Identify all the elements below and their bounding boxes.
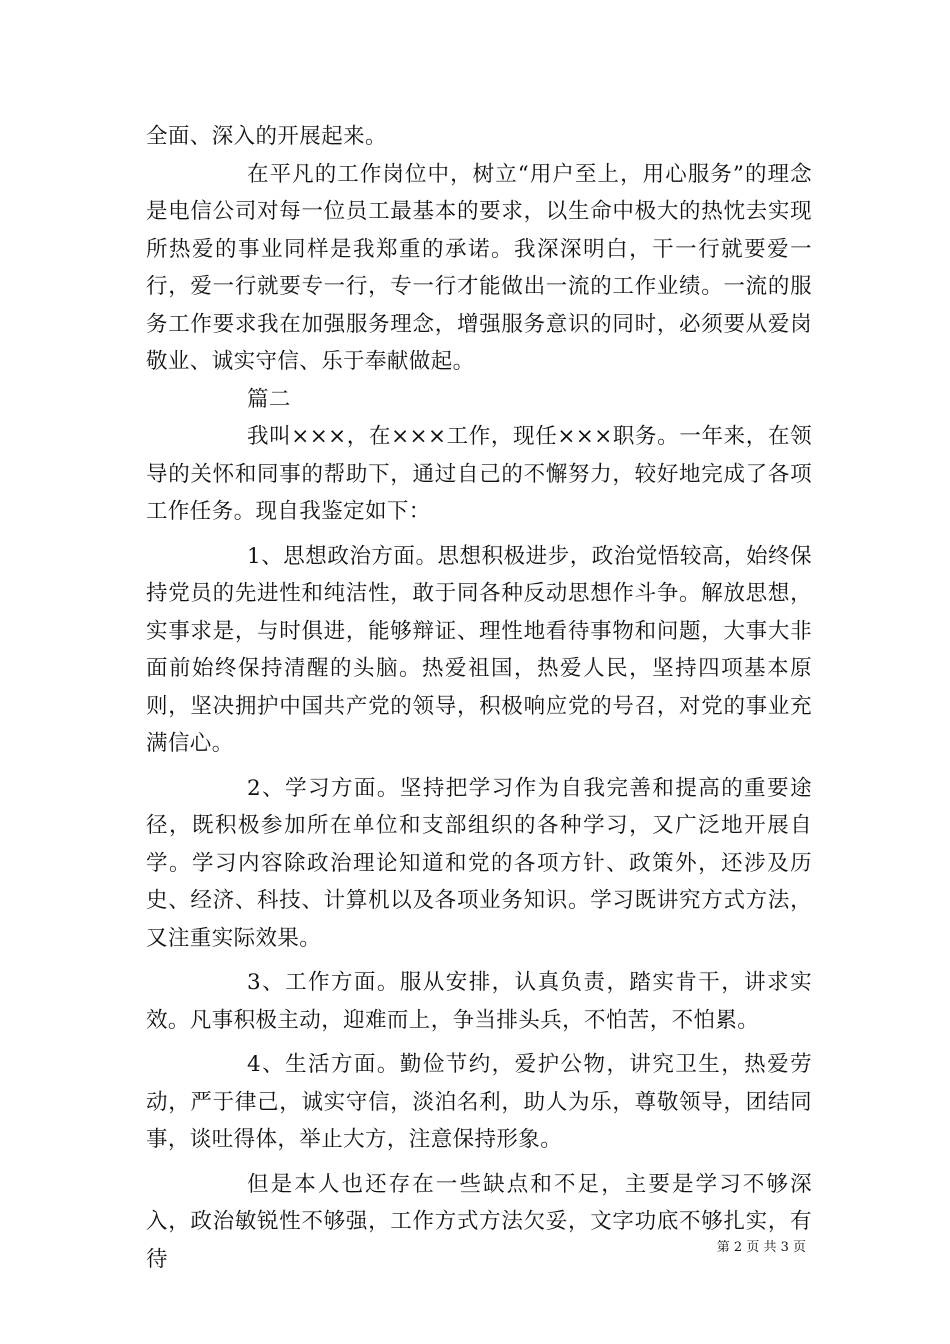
paragraph-shortcomings: 但是本人也还存在一些缺点和不足，主要是学习不够深入，政治敏锐性不够强，工作方式方法欠妥，文字功底不够扎实，有待 bbox=[146, 1171, 812, 1272]
paragraph-work: 3、工作方面。服从安排，认真负责，踏实肯干，讲求实效。凡事积极主动，迎难而上，争当排头兵，不怕苦，不怕累。 bbox=[146, 970, 812, 1033]
page-number: 第 2 页 共 3 页 bbox=[716, 1240, 806, 1255]
paragraph-study: 2、学习方面。坚持把学习作为自我完善和提高的重要途径，既积极参加所在单位和支部组织的各种学习，又广泛地开展自学。学习内容除政治理论知道和党的各项方针、政策外，还涉及历史、经济、科技、计算机以及各项业务知识。学习既讲究方式方法，又注重实际效果。 bbox=[146, 775, 812, 951]
section-heading: 篇二 bbox=[247, 386, 291, 412]
paragraph-introduction: 我叫×××，在×××工作，现任×××职务。一年来，在领导的关怀和同事的帮助下，通过自己的不懈努力，较好地完成了各项工作任务。现自我鉴定如下： bbox=[146, 424, 812, 524]
paragraph-continuation: 全面、深入的开展起来。 bbox=[146, 124, 387, 149]
paragraph-life: 4、生活方面。勤俭节约，爱护公物，讲究卫生，热爱劳动，严于律己，诚实守信，淡泊名利，助人为乐，尊敬领导，团结同事，谈吐得体，举止大方，注意保持形象。 bbox=[146, 1052, 812, 1152]
paragraph-political-thought: 1、思想政治方面。思想积极进步，政治觉悟较高，始终保持党员的先进性和纯洁性，敢于同各种反动思想作斗争。解放思想，实事求是，与时俱进，能够辩证、理性地看待事物和问题，大事大非面前始终保持清醒的头脑。热爱祖国，热爱人民，坚持四项基本原则，坚决拥护中国共产党的领导，积极响应党的号召，对党的事业充满信心。 bbox=[146, 543, 812, 756]
paragraph-service-philosophy: 在平凡的工作岗位中，树立“用户至上，用心服务”的理念是电信公司对每一位员工最基本的要求，以生命中极大的热忱去实现所热爱的事业同样是我郑重的承诺。我深深明白，干一行就要爱一行，爱一行就要专一行，专一行才能做出一流的工作业绩。一流的服务工作要求我在加强服务理念，增强服务意识的同时，必须要从爱岗敬业、诚实守信、乐于奉献做起。 bbox=[146, 161, 812, 374]
document-body bbox=[146, 118, 812, 1278]
